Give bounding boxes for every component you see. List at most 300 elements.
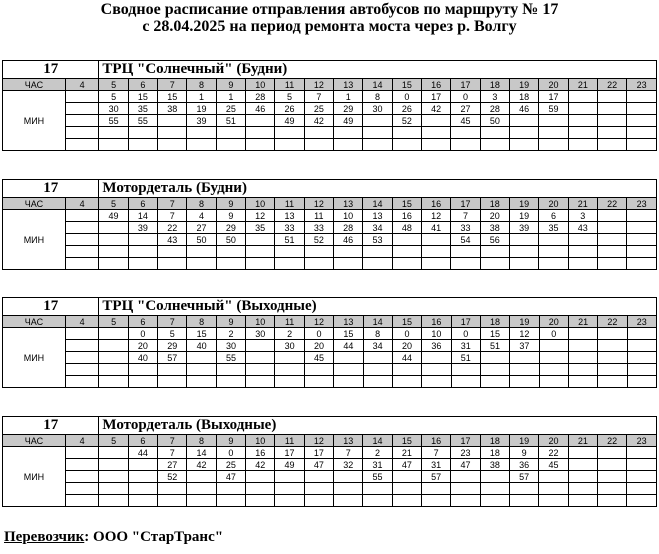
minute-cell: 35: [128, 103, 157, 115]
hour-cell: 11: [275, 316, 304, 328]
minute-cell: [187, 246, 216, 258]
minute-cell: [99, 376, 128, 388]
minute-cell: 55: [216, 352, 245, 364]
minute-cell: [304, 495, 333, 507]
hour-cell: 10: [246, 79, 275, 91]
minute-cell: 30: [99, 103, 128, 115]
hour-cell: 7: [158, 79, 187, 91]
minute-cell: [304, 258, 333, 270]
minute-cell: [597, 459, 626, 471]
minute-cell: 1: [334, 91, 363, 103]
minute-cell: 5: [158, 328, 187, 340]
minute-cell: [568, 91, 597, 103]
hour-cell: 22: [597, 435, 626, 447]
hour-cell: 18: [480, 79, 509, 91]
minute-cell: 0: [128, 328, 157, 340]
minute-cell: [99, 139, 128, 151]
minute-row: [3, 258, 657, 270]
minute-cell: 8: [363, 91, 392, 103]
minute-cell: [158, 376, 187, 388]
minute-row: [3, 352, 657, 364]
minute-cell: [99, 328, 128, 340]
minute-cell: [480, 352, 509, 364]
minute-cell: [392, 127, 421, 139]
hour-cell: 8: [187, 79, 216, 91]
hour-cell: 23: [627, 198, 657, 210]
minute-row: [3, 376, 657, 388]
hour-label: ЧАС: [3, 435, 66, 447]
stop-name: ТРЦ "Солнечный" (Выходные): [99, 298, 657, 316]
hour-cell: 13: [334, 316, 363, 328]
minute-cell: 32: [334, 459, 363, 471]
minute-cell: [421, 246, 450, 258]
minute-cell: [598, 328, 627, 340]
minute-cell: 17: [539, 91, 568, 103]
minute-cell: [539, 340, 568, 352]
minute-cell: [627, 340, 656, 352]
minute-cell: [187, 127, 216, 139]
route-number: 17: [3, 61, 99, 79]
minute-cell: [99, 258, 128, 270]
hour-cell: 16: [422, 435, 451, 447]
minute-cell: 1: [187, 91, 216, 103]
minute-cell: [187, 483, 216, 495]
minute-cell: [158, 246, 187, 258]
minute-cell: [363, 483, 392, 495]
minute-cell: 7: [451, 210, 480, 222]
minute-cell: [246, 139, 275, 151]
minute-cell: 49: [275, 459, 304, 471]
minute-cell: [627, 210, 657, 222]
minute-row: [3, 471, 657, 483]
minute-cell: [509, 258, 538, 270]
minute-cell: [246, 127, 275, 139]
minute-cell: [158, 127, 187, 139]
minute-cell: [246, 352, 275, 364]
minute-cell: [480, 495, 509, 507]
hour-cell: 11: [275, 79, 304, 91]
minute-cell: [99, 127, 128, 139]
hour-cell: 9: [216, 435, 245, 447]
minute-cell: [99, 340, 128, 352]
minute-cell: [334, 352, 363, 364]
minute-cell: [128, 234, 157, 246]
minute-cell: [480, 246, 509, 258]
minute-cell: [539, 483, 568, 495]
minute-cell: 11: [304, 210, 333, 222]
minute-cell: [597, 495, 626, 507]
minute-cell: [568, 447, 597, 459]
minute-cell: 7: [158, 447, 187, 459]
minute-cell: [65, 328, 99, 340]
minute-cell: [539, 364, 568, 376]
minute-cell: 12: [421, 210, 450, 222]
minute-cell: [392, 234, 421, 246]
minute-cell: 46: [334, 234, 363, 246]
minute-cell: [422, 376, 451, 388]
carrier-colon: :: [84, 529, 90, 545]
minute-cell: [158, 364, 187, 376]
minute-cell: 30: [246, 328, 275, 340]
minute-cell: [539, 127, 568, 139]
minute-cell: 49: [99, 210, 128, 222]
minute-cell: [363, 258, 392, 270]
timetable-block: [2, 416, 657, 507]
minute-cell: 45: [304, 352, 333, 364]
minute-cell: 43: [158, 234, 187, 246]
minute-cell: [304, 364, 333, 376]
minute-cell: 27: [187, 222, 216, 234]
timetable-block: [2, 179, 657, 270]
minute-cell: [65, 459, 99, 471]
minute-cell: 44: [392, 352, 421, 364]
minute-cell: [421, 234, 450, 246]
minute-cell: 26: [275, 103, 304, 115]
minute-cell: 57: [158, 352, 187, 364]
minute-cell: 10: [422, 328, 451, 340]
hour-cell: 9: [216, 198, 245, 210]
minute-cell: [99, 483, 128, 495]
hour-cell: 18: [480, 435, 509, 447]
minute-cell: 42: [187, 459, 216, 471]
minute-label: МИН: [3, 91, 66, 151]
hour-cell: 13: [334, 198, 363, 210]
hour-cell: 23: [627, 79, 657, 91]
minute-cell: [334, 258, 363, 270]
minute-row: [3, 91, 657, 103]
minute-cell: [539, 246, 568, 258]
minute-cell: 40: [187, 340, 216, 352]
hour-cell: 11: [275, 198, 304, 210]
hour-cell: 21: [568, 79, 597, 91]
minute-cell: [510, 115, 539, 127]
minute-cell: 45: [451, 115, 480, 127]
route-number: 17: [3, 298, 99, 316]
minute-cell: [568, 364, 597, 376]
minute-row: [3, 127, 657, 139]
minute-cell: [128, 364, 157, 376]
minute-cell: [65, 246, 99, 258]
minute-cell: [128, 139, 157, 151]
minute-cell: [275, 471, 304, 483]
minute-cell: [99, 495, 128, 507]
minute-cell: [451, 246, 480, 258]
minute-cell: 37: [510, 340, 539, 352]
minute-cell: [451, 376, 480, 388]
minute-cell: [568, 471, 597, 483]
minute-cell: [597, 258, 626, 270]
minute-cell: [334, 246, 363, 258]
minute-cell: 17: [275, 447, 304, 459]
minute-cell: [363, 376, 392, 388]
minute-cell: [216, 483, 245, 495]
minute-cell: [128, 376, 157, 388]
minute-cell: [158, 495, 187, 507]
minute-cell: 52: [304, 234, 333, 246]
minute-cell: [568, 495, 597, 507]
minute-cell: [275, 246, 304, 258]
hour-cell: 8: [187, 435, 216, 447]
route-number: 17: [3, 180, 99, 198]
hour-cell: 20: [539, 198, 568, 210]
minute-cell: [304, 376, 333, 388]
minute-cell: [99, 459, 128, 471]
minute-cell: 13: [275, 210, 304, 222]
minute-cell: [392, 139, 421, 151]
minute-cell: [451, 483, 480, 495]
minute-cell: [451, 364, 480, 376]
hour-label: ЧАС: [3, 198, 66, 210]
minute-cell: [246, 376, 275, 388]
minute-cell: [627, 234, 657, 246]
hour-cell: 6: [128, 316, 157, 328]
minute-cell: [422, 115, 451, 127]
minute-cell: [597, 103, 626, 115]
minute-cell: 28: [246, 91, 275, 103]
hour-cell: 20: [539, 316, 568, 328]
minute-cell: [65, 340, 99, 352]
minute-cell: 42: [246, 459, 275, 471]
minute-cell: 33: [451, 222, 480, 234]
minute-cell: [568, 328, 597, 340]
hour-cell: 5: [99, 79, 128, 91]
minute-cell: 18: [510, 91, 539, 103]
hour-cell: 6: [128, 198, 157, 210]
minute-cell: [275, 364, 304, 376]
minute-cell: [597, 483, 626, 495]
hour-cell: 23: [627, 435, 657, 447]
minute-cell: [597, 115, 626, 127]
hour-cell: 11: [275, 435, 304, 447]
minute-cell: 22: [539, 447, 568, 459]
minute-cell: [509, 246, 538, 258]
hour-cell: 14: [363, 79, 392, 91]
minute-cell: 0: [392, 328, 421, 340]
minute-cell: 31: [422, 459, 451, 471]
minute-cell: [246, 258, 275, 270]
minute-cell: 2: [363, 447, 392, 459]
minute-cell: [216, 139, 245, 151]
carrier-name: ООО "СтарТранс": [89, 529, 224, 545]
minute-cell: [568, 459, 597, 471]
minute-cell: [216, 364, 245, 376]
minute-cell: 44: [334, 340, 363, 352]
minute-cell: [568, 258, 597, 270]
minute-cell: [128, 495, 157, 507]
minute-cell: 52: [392, 115, 421, 127]
minute-row: [3, 103, 657, 115]
minute-cell: [392, 246, 421, 258]
minute-cell: 52: [158, 471, 187, 483]
minute-cell: [275, 258, 304, 270]
minute-cell: 46: [510, 103, 539, 115]
minute-cell: [246, 115, 275, 127]
minute-cell: 15: [158, 91, 187, 103]
minute-cell: [65, 127, 99, 139]
minute-cell: 31: [451, 340, 480, 352]
hour-cell: 22: [597, 79, 626, 91]
minute-cell: [304, 471, 333, 483]
hour-cell: 12: [304, 316, 333, 328]
minute-cell: [363, 115, 392, 127]
minute-cell: 46: [246, 103, 275, 115]
hour-cell: 10: [246, 316, 275, 328]
minute-cell: [99, 352, 128, 364]
minute-cell: [451, 471, 480, 483]
minute-cell: 8: [363, 328, 392, 340]
minute-cell: [627, 127, 657, 139]
minute-cell: 54: [451, 234, 480, 246]
minute-cell: [128, 127, 157, 139]
minute-cell: 15: [480, 328, 509, 340]
minute-cell: [216, 376, 245, 388]
minute-cell: [598, 376, 627, 388]
minute-cell: [363, 127, 392, 139]
minute-cell: 38: [480, 459, 509, 471]
minute-row: [3, 340, 657, 352]
hour-cell: 4: [65, 198, 99, 210]
hour-cell: 20: [539, 435, 568, 447]
minute-cell: [480, 139, 509, 151]
minute-cell: [422, 127, 451, 139]
minute-cell: 28: [334, 222, 363, 234]
minute-cell: [275, 376, 304, 388]
minute-cell: [598, 364, 627, 376]
minute-cell: [539, 115, 568, 127]
minute-cell: [187, 352, 216, 364]
minute-cell: [510, 127, 539, 139]
hour-cell: 7: [158, 316, 187, 328]
minute-cell: 50: [187, 234, 216, 246]
minute-cell: [568, 352, 597, 364]
minute-cell: 47: [451, 459, 480, 471]
hour-cell: 22: [597, 198, 626, 210]
minute-cell: 41: [421, 222, 450, 234]
minute-cell: [597, 127, 626, 139]
hour-cell: 8: [187, 316, 216, 328]
minute-label: МИН: [3, 447, 66, 507]
minute-cell: [627, 246, 657, 258]
minute-row: [3, 364, 657, 376]
minute-cell: 6: [539, 210, 568, 222]
minute-cell: 20: [128, 340, 157, 352]
minute-cell: [99, 222, 128, 234]
minute-cell: 7: [158, 210, 187, 222]
hour-cell: 17: [451, 435, 480, 447]
minute-cell: [158, 139, 187, 151]
hour-cell: 17: [451, 198, 480, 210]
hour-cell: 21: [568, 435, 597, 447]
minute-cell: [216, 495, 245, 507]
minute-cell: [334, 483, 363, 495]
hour-cell: 14: [363, 435, 392, 447]
minute-cell: [187, 495, 216, 507]
minute-cell: [539, 471, 568, 483]
minute-cell: [627, 352, 656, 364]
minute-cell: 3: [568, 210, 597, 222]
minute-cell: [128, 246, 157, 258]
minute-cell: [422, 139, 451, 151]
minute-cell: 33: [275, 222, 304, 234]
minute-cell: [65, 447, 99, 459]
minute-cell: [334, 471, 363, 483]
minute-cell: [128, 471, 157, 483]
minute-cell: 15: [334, 328, 363, 340]
minute-row: [3, 459, 657, 471]
minute-cell: [627, 364, 656, 376]
minute-cell: [597, 246, 626, 258]
hour-cell: 15: [392, 316, 421, 328]
minute-cell: 47: [392, 459, 421, 471]
hour-cell: 12: [304, 79, 333, 91]
minute-label: МИН: [3, 328, 66, 388]
minute-cell: 5: [275, 91, 304, 103]
minute-cell: [627, 103, 657, 115]
minute-cell: 55: [128, 115, 157, 127]
minute-cell: 3: [480, 91, 509, 103]
minute-cell: 17: [304, 447, 333, 459]
hour-cell: 8: [187, 198, 216, 210]
minute-cell: [480, 127, 509, 139]
minute-cell: [422, 483, 451, 495]
minute-cell: [598, 352, 627, 364]
hour-cell: 16: [422, 79, 451, 91]
minute-cell: [539, 352, 568, 364]
minute-cell: 35: [539, 222, 568, 234]
minute-cell: 7: [334, 447, 363, 459]
minute-cell: [158, 258, 187, 270]
hour-cell: 7: [158, 435, 187, 447]
minute-cell: [568, 127, 597, 139]
minute-cell: [65, 91, 99, 103]
minute-cell: 36: [422, 340, 451, 352]
minute-cell: [99, 471, 128, 483]
minute-cell: [539, 258, 568, 270]
minute-cell: 25: [216, 103, 245, 115]
minute-cell: [65, 115, 99, 127]
minute-cell: 36: [510, 459, 539, 471]
minute-cell: 57: [422, 471, 451, 483]
minute-cell: 4: [187, 210, 216, 222]
minute-cell: 29: [158, 340, 187, 352]
hour-cell: 7: [158, 198, 187, 210]
hour-cell: 21: [568, 316, 597, 328]
minute-cell: 19: [187, 103, 216, 115]
minute-cell: [275, 495, 304, 507]
minute-cell: 14: [128, 210, 157, 222]
hour-cell: 5: [99, 198, 128, 210]
minute-cell: [216, 258, 245, 270]
hour-cell: 9: [216, 79, 245, 91]
stop-name: ТРЦ "Солнечный" (Будни): [99, 61, 657, 79]
hour-cell: 17: [451, 316, 480, 328]
minute-cell: [451, 127, 480, 139]
minute-cell: [246, 483, 275, 495]
minute-row: [3, 495, 657, 507]
minute-cell: 45: [539, 459, 568, 471]
minute-cell: [480, 364, 509, 376]
minute-row: [3, 246, 657, 258]
minute-cell: 13: [363, 210, 392, 222]
hour-cell: 19: [509, 198, 538, 210]
minute-cell: [304, 139, 333, 151]
minute-cell: [568, 246, 597, 258]
hour-cell: 22: [598, 316, 627, 328]
minute-cell: [363, 495, 392, 507]
minute-cell: 0: [539, 328, 568, 340]
minute-cell: [187, 471, 216, 483]
minute-cell: [187, 258, 216, 270]
